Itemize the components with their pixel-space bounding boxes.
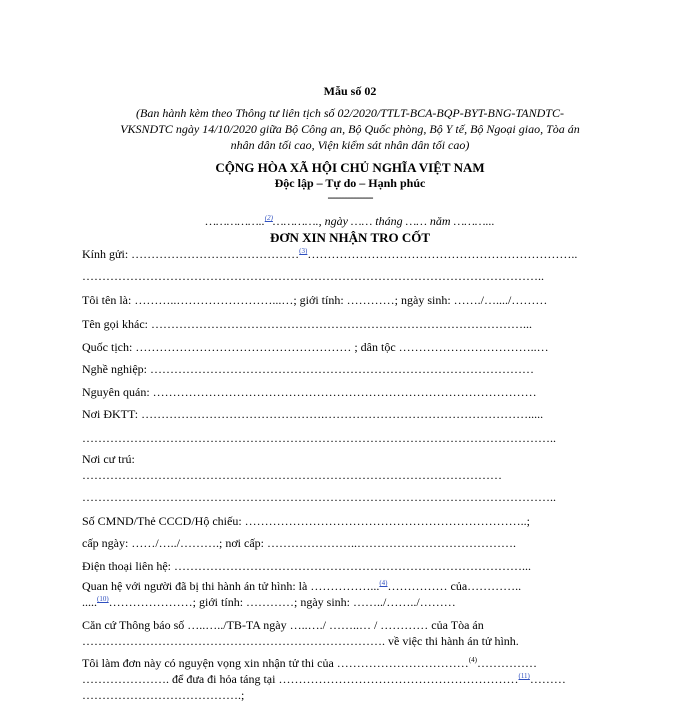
date-blank: …………., ngày …… tháng …… năm ………... [272,214,495,228]
request-label: Tôi làm đơn này có nguyện vọng xin nhận tử thi của …………………………… [82,656,469,670]
cremation-line [82,672,566,686]
relationship-line [82,579,521,593]
id-issue-line: cấp ngày: ……/…../……….; nơi cấp: …………………..…………………………………. [82,536,516,550]
form-number: Mẫu số 02 [323,84,377,98]
footnote-10-ref[interactable]: (10) [97,595,109,603]
request-line [82,656,537,670]
executed-person-lead: ..... [82,595,97,609]
cremation-blank: ……… [529,672,566,686]
cremation-label: …………………. để đưa đi hỏa táng tại …………………………………………………… [82,672,519,686]
document-title: ĐƠN XIN NHẬN TRO CỐT [269,230,431,245]
recipient-continuation-line: …………………………………………………………………………………………………….. [82,269,544,283]
footnote-4-ref[interactable]: (4) [379,579,388,587]
issued-note-line-3: nhân dân tối cao, Viện kiểm sát nhân dân tối cao) [230,138,470,152]
notice-basis-continuation: …………………………………………………………………. về việc thi hành án tử hình. [82,634,519,648]
hometown-line: Nguyên quán: …………………………………………………………………………………… [82,385,537,399]
footnote-3-ref[interactable]: (3) [299,247,308,255]
notice-basis-line: Căn cứ Thông báo số …..…../TB-TA ngày …..…./ ……..… / ………… của Tòa án [82,618,484,632]
motto-underline: --------------- [327,190,373,204]
permanent-residence-line: Nơi ĐKTT: ……………………………………….……………………………………………..... [82,407,544,421]
current-residence-label: Nơi cư trú: [82,452,135,466]
occupation-line: Nghề nghiệp: …………………………………………………………………………………… [82,362,534,376]
issued-note-line-1: (Ban hành kèm theo Thông tư liên tịch số 02/2020/TTLT-BCA-BQP-BYT-BNG-TANDTC- [136,106,564,120]
footnote-11-ref[interactable]: (11) [518,672,530,680]
current-residence-line-1: …………………………………………………………………………………………… [82,468,502,482]
applicant-name-line: Tôi tên là: ………..……………………...…; giới tính: …………; ngày sinh: ……./…..../……… [82,293,548,307]
footnote-4-mark: (4) [468,656,477,664]
nation-name: CỘNG HÒA XÃ HỘI CHỦ NGHĨA VIỆT NAM [215,160,485,175]
relationship-blank: …………… của………….. [387,579,522,593]
issued-note-line-2: VKSNDTC ngày 14/10/2020 giữa Bộ Công an, Bộ Quốc phòng, Bộ Y tế, Bộ Ngoại giao, Tòa án [120,122,580,136]
relationship-label: Quan hệ với người đã bị thi hành án tử hình: là ……………... [82,579,380,593]
nationality-line: Quốc tịch: ……………………………………………… ; dân tộc ……………………………..… [82,340,549,354]
executed-person-details: …………………; giới tính: …………; ngày sinh: ……../……../……… [108,595,456,609]
other-name-line: Tên gọi khác: …………………………………………………………………………………... [82,317,532,331]
executed-person-line [82,595,456,609]
cremation-continuation: ………………………………….; [82,688,245,702]
national-motto: Độc lập – Tự do – Hạnh phúc [274,176,426,190]
recipient-line [82,247,577,261]
place-blank: …………….. [205,214,265,228]
phone-line: Điện thoại liên hệ: ……………………………………………………………………………... [82,559,531,573]
request-blank: …………… [476,656,537,670]
recipient-label: Kính gửi: …………………………………… [82,247,300,261]
id-number-line: Số CMND/Thẻ CCCD/Hộ chiếu: ……………………………………………………………..; [82,514,531,528]
place-date-line [0,214,700,229]
footnote-2-ref[interactable]: (2) [264,214,273,222]
permanent-residence-continuation: ……………………………………………………………………………………………………….. [82,431,556,445]
current-residence-line-2: ……………………………………………………………………………………………………….. [82,490,556,504]
recipient-blank: ………………………………………………………….. [307,247,578,261]
